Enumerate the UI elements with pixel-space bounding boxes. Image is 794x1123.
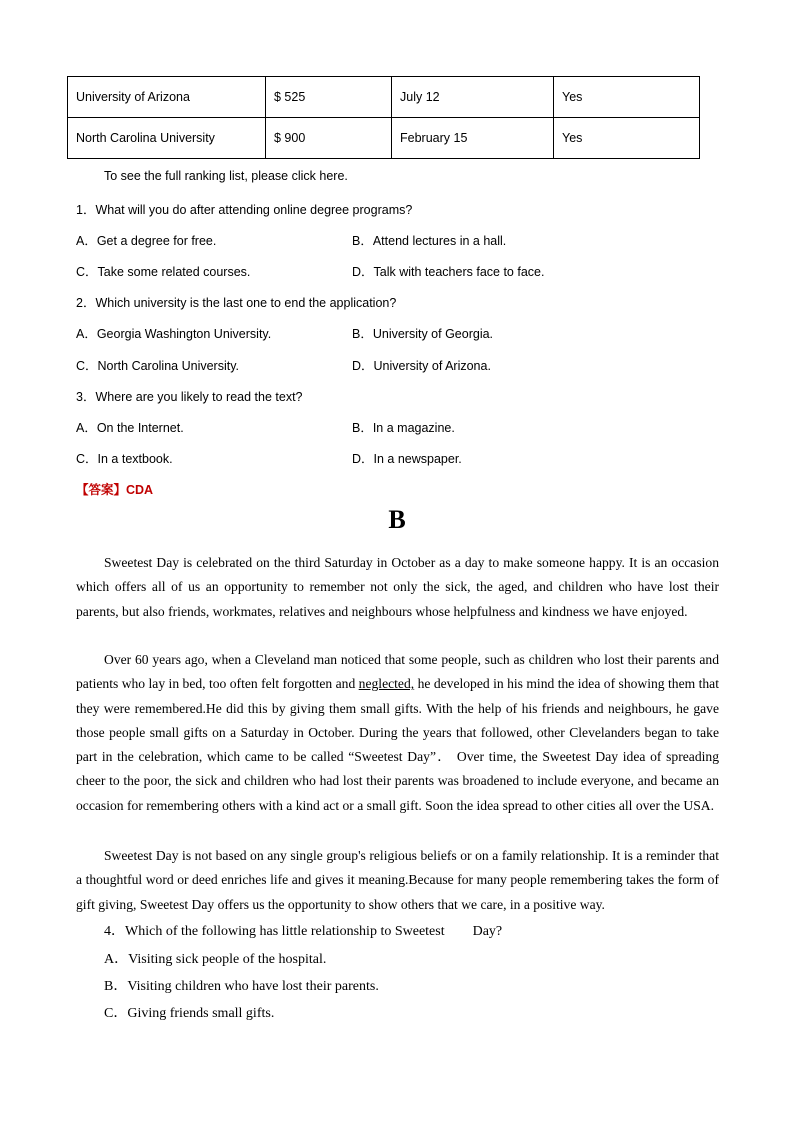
- table-row: [68, 118, 700, 159]
- question-3-option-d: D．In a newspaper.: [352, 452, 462, 466]
- table-cell: Yes: [554, 77, 700, 118]
- paragraph-text: Sweetest Day is not based on any single group's religious beliefs or on a family relationship. It is a reminder that a thoughtful word or deed enriches life and gives it meaning.Because for many people remembering takes the form of gift giving, Sweetest Day offers us the opportunity to show others that we care, in a positive way.: [76, 848, 719, 912]
- table-cell: $ 525: [266, 77, 392, 118]
- question-2-option-c: C．North Carolina University.: [76, 359, 240, 373]
- paragraph-text: Sweetest Day is celebrated on the third Saturday in October as a day to make someone happy. It is an occasion which offers all of us an opportunity to remember not only the sick, the aged, and children who have lost their parents, but also friends, workmates, relatives and neighbours whose helpfulness and kindness we have enjoyed.: [76, 555, 719, 619]
- table-cell: North Carolina University: [68, 118, 266, 159]
- underlined-word: neglected,: [358, 676, 415, 692]
- university-table: [67, 76, 700, 159]
- question-1-stem: 1．What will you do after attending online degree programs?: [76, 203, 413, 217]
- question-4-option-c: C．Giving friends small gifts.: [104, 1006, 275, 1021]
- section-title: B: [388, 505, 406, 534]
- question-1-option-d: D．Talk with teachers face to face.: [352, 265, 545, 279]
- question-2-option-d: D．University of Arizona.: [352, 359, 491, 373]
- passage-paragraph-1: [76, 551, 719, 624]
- answer-key: 【答案】CDA: [76, 483, 154, 497]
- question-2-option-a: A．Georgia Washington University.: [76, 327, 272, 341]
- question-4-option-a: A．Visiting sick people of the hospital.: [104, 952, 327, 967]
- paragraph-text: Over 60 years ago, when a Cleveland man noticed that some people, such as children who lost their parents and patients who lay in bed, too often felt forgotten and: [76, 652, 719, 692]
- question-3-option-c: C．In a textbook.: [76, 452, 173, 466]
- table-row: [68, 77, 700, 118]
- question-3-option-b: B．In a magazine.: [352, 421, 455, 435]
- question-1-option-a: A．Get a degree for free.: [76, 234, 217, 248]
- table-cell: Yes: [554, 118, 700, 159]
- question-1-option-c: C．Take some related courses.: [76, 265, 251, 279]
- question-2-option-b: B．University of Georgia.: [352, 327, 494, 341]
- ranking-link-note[interactable]: To see the full ranking list, please click here.: [104, 169, 348, 183]
- passage-paragraph-2: [76, 648, 719, 818]
- paragraph-text: he developed in his mind the idea of showing them that they were remembered.He did this by giving them small gifts. With the help of his friends and neighbours, he gave those people small gifts on a Saturday in October. During the years that followed, other Clevelanders began to take part in the celebration, which came to be called “Sweetest Day”． Over time, the Sweetest Day idea of spreading cheer to the poor, the sick and children who had lost their parents was broadened to include everyone, and became an occasion for remembering others with a kind act or a small gift. Soon the idea spread to other cities all over the USA.: [76, 676, 719, 813]
- question-4-stem: 4．Which of the following has little relationship to Sweetest Day?: [104, 924, 503, 939]
- table-cell: University of Arizona: [68, 77, 266, 118]
- passage-paragraph-3: [76, 844, 719, 917]
- question-2-stem: 2．Which university is the last one to end the application?: [76, 296, 397, 310]
- question-3-stem: 3．Where are you likely to read the text?: [76, 390, 303, 404]
- table-cell: $ 900: [266, 118, 392, 159]
- question-3-option-a: A．On the Internet.: [76, 421, 184, 435]
- table-cell: February 15: [392, 118, 554, 159]
- table-cell: July 12: [392, 77, 554, 118]
- question-4-option-b: B．Visiting children who have lost their parents.: [104, 979, 379, 994]
- question-1-option-b: B．Attend lectures in a hall.: [352, 234, 507, 248]
